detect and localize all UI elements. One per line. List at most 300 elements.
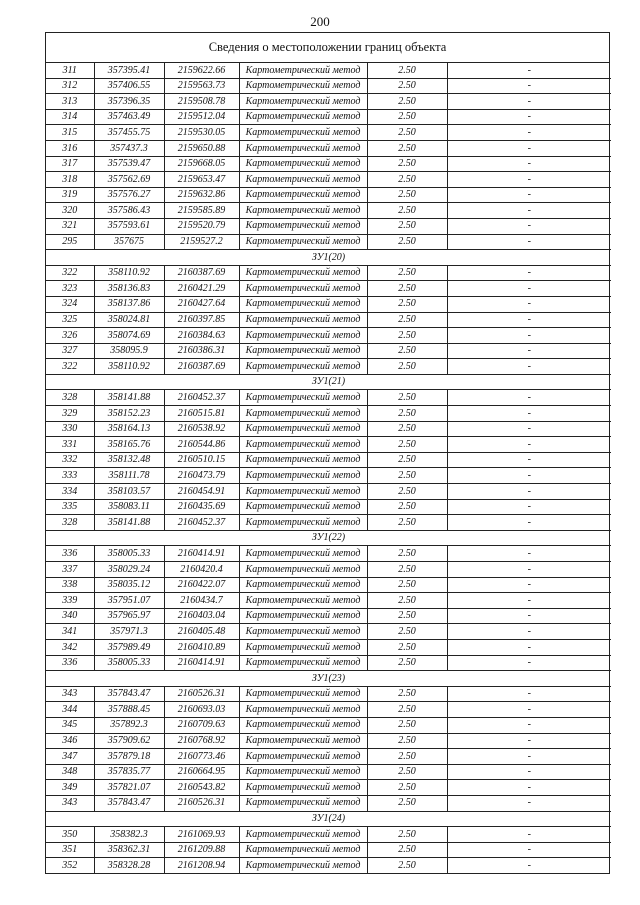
method-cell: Картометрический метод — [239, 562, 367, 578]
precision-cell: 2.50 — [367, 343, 447, 359]
point-number: 331 — [46, 437, 94, 453]
method-cell: Картометрический метод — [239, 842, 367, 858]
point-number: 352 — [46, 858, 94, 873]
coordinate-y: 2160709.63 — [164, 717, 239, 733]
table-row — [46, 546, 611, 562]
coordinate-y: 2160510.15 — [164, 452, 239, 468]
point-number: 311 — [46, 63, 94, 78]
method-cell: Картометрический метод — [239, 717, 367, 733]
table-row — [46, 187, 611, 203]
method-cell: Картометрический метод — [239, 733, 367, 749]
coordinate-y: 2160414.91 — [164, 655, 239, 671]
precision-cell: 2.50 — [367, 390, 447, 406]
point-number: 319 — [46, 187, 94, 203]
table-row — [46, 296, 611, 312]
coordinate-x: 357463.49 — [94, 109, 164, 125]
precision-cell: 2.50 — [367, 452, 447, 468]
note-cell: - — [447, 827, 611, 843]
note-cell: - — [447, 78, 611, 94]
coordinate-x: 357965.97 — [94, 608, 164, 624]
precision-cell: 2.50 — [367, 218, 447, 234]
table-row — [46, 109, 611, 125]
coordinate-y: 2160422.07 — [164, 577, 239, 593]
coordinate-y: 2160410.89 — [164, 639, 239, 655]
coordinate-x: 358095.9 — [94, 343, 164, 359]
coordinate-y: 2159653.47 — [164, 172, 239, 188]
coordinate-y: 2160427.64 — [164, 296, 239, 312]
coordinate-x: 357576.27 — [94, 187, 164, 203]
point-number: 343 — [46, 795, 94, 811]
coordinate-x: 357835.77 — [94, 764, 164, 780]
coordinate-y: 2160768.92 — [164, 733, 239, 749]
table-row — [46, 421, 611, 437]
coordinate-y: 2159508.78 — [164, 94, 239, 110]
group-header-row — [46, 671, 611, 687]
coordinate-y: 2161209.88 — [164, 842, 239, 858]
precision-cell: 2.50 — [367, 281, 447, 297]
precision-cell: 2.50 — [367, 577, 447, 593]
coordinate-y: 2161208.94 — [164, 858, 239, 873]
method-cell: Картометрический метод — [239, 78, 367, 94]
precision-cell: 2.50 — [367, 328, 447, 344]
coordinate-x: 357843.47 — [94, 686, 164, 702]
coordinate-x: 357821.07 — [94, 780, 164, 796]
precision-cell: 2.50 — [367, 717, 447, 733]
coordinate-x: 357593.61 — [94, 218, 164, 234]
method-cell: Картометрический метод — [239, 686, 367, 702]
table-row — [46, 359, 611, 375]
method-cell: Картометрический метод — [239, 343, 367, 359]
table-row — [46, 437, 611, 453]
precision-cell: 2.50 — [367, 437, 447, 453]
point-number: 334 — [46, 484, 94, 500]
coordinate-y: 2160414.91 — [164, 546, 239, 562]
coordinate-x: 358137.86 — [94, 296, 164, 312]
coordinate-y: 2160544.86 — [164, 437, 239, 453]
table-row — [46, 780, 611, 796]
coordinate-x: 358328.28 — [94, 858, 164, 873]
precision-cell: 2.50 — [367, 359, 447, 375]
point-number: 320 — [46, 203, 94, 219]
coordinate-y: 2161069.93 — [164, 827, 239, 843]
table-row — [46, 63, 611, 78]
coordinate-x: 357406.55 — [94, 78, 164, 94]
point-number: 338 — [46, 577, 94, 593]
coordinate-x: 358083.11 — [94, 499, 164, 515]
coordinate-y: 2160664.95 — [164, 764, 239, 780]
method-cell: Картометрический метод — [239, 328, 367, 344]
precision-cell: 2.50 — [367, 140, 447, 156]
point-number: 345 — [46, 717, 94, 733]
note-cell: - — [447, 281, 611, 297]
coordinate-y: 2159563.73 — [164, 78, 239, 94]
method-cell: Картометрический метод — [239, 94, 367, 110]
note-cell: - — [447, 94, 611, 110]
precision-cell: 2.50 — [367, 624, 447, 640]
point-number: 317 — [46, 156, 94, 172]
precision-cell: 2.50 — [367, 484, 447, 500]
point-number: 337 — [46, 562, 94, 578]
precision-cell: 2.50 — [367, 125, 447, 141]
method-cell: Картометрический метод — [239, 63, 367, 78]
table-row — [46, 406, 611, 422]
coordinate-x: 358165.76 — [94, 437, 164, 453]
note-cell: - — [447, 624, 611, 640]
note-cell: - — [447, 686, 611, 702]
group-label: ЗУ1(22) — [46, 530, 611, 546]
precision-cell: 2.50 — [367, 63, 447, 78]
coordinate-y: 2160473.79 — [164, 468, 239, 484]
table-row — [46, 624, 611, 640]
coordinate-y: 2160397.85 — [164, 312, 239, 328]
coordinate-x: 358035.12 — [94, 577, 164, 593]
precision-cell: 2.50 — [367, 109, 447, 125]
coordinates-table — [46, 63, 611, 873]
group-label: ЗУ1(24) — [46, 811, 611, 827]
coordinate-x: 357892.3 — [94, 717, 164, 733]
point-number: 342 — [46, 639, 94, 655]
coordinate-y: 2159622.66 — [164, 63, 239, 78]
note-cell: - — [447, 390, 611, 406]
coordinate-y: 2160454.91 — [164, 484, 239, 500]
point-number: 329 — [46, 406, 94, 422]
coordinate-y: 2160387.69 — [164, 265, 239, 281]
method-cell: Картометрический метод — [239, 406, 367, 422]
coordinate-x: 357455.75 — [94, 125, 164, 141]
method-cell: Картометрический метод — [239, 655, 367, 671]
coordinate-y: 2159530.05 — [164, 125, 239, 141]
method-cell: Картометрический метод — [239, 140, 367, 156]
precision-cell: 2.50 — [367, 234, 447, 250]
method-cell: Картометрический метод — [239, 795, 367, 811]
method-cell: Картометрический метод — [239, 515, 367, 531]
note-cell: - — [447, 468, 611, 484]
table-row — [46, 328, 611, 344]
method-cell: Картометрический метод — [239, 827, 367, 843]
point-number: 336 — [46, 546, 94, 562]
coordinate-x: 358005.33 — [94, 655, 164, 671]
table-row — [46, 78, 611, 94]
coordinate-x: 358110.92 — [94, 265, 164, 281]
coordinate-x: 357437.3 — [94, 140, 164, 156]
method-cell: Картометрический метод — [239, 296, 367, 312]
method-cell: Картометрический метод — [239, 218, 367, 234]
coordinate-y: 2160387.69 — [164, 359, 239, 375]
coordinate-x: 358382.3 — [94, 827, 164, 843]
table-row — [46, 203, 611, 219]
point-number: 347 — [46, 749, 94, 765]
note-cell: - — [447, 639, 611, 655]
group-header-row — [46, 250, 611, 266]
note-cell: - — [447, 265, 611, 281]
coordinate-y: 2159650.88 — [164, 140, 239, 156]
coordinate-x: 358141.88 — [94, 515, 164, 531]
method-cell: Картометрический метод — [239, 858, 367, 873]
precision-cell: 2.50 — [367, 795, 447, 811]
note-cell: - — [447, 764, 611, 780]
precision-cell: 2.50 — [367, 265, 447, 281]
point-number: 327 — [46, 343, 94, 359]
note-cell: - — [447, 328, 611, 344]
method-cell: Картометрический метод — [239, 749, 367, 765]
point-number: 344 — [46, 702, 94, 718]
precision-cell: 2.50 — [367, 187, 447, 203]
table-row — [46, 608, 611, 624]
coordinate-x: 358005.33 — [94, 546, 164, 562]
precision-cell: 2.50 — [367, 842, 447, 858]
table-row — [46, 842, 611, 858]
group-header-row — [46, 374, 611, 390]
coordinate-x: 358074.69 — [94, 328, 164, 344]
precision-cell: 2.50 — [367, 827, 447, 843]
table-row — [46, 312, 611, 328]
coordinate-x: 357396.35 — [94, 94, 164, 110]
note-cell: - — [447, 187, 611, 203]
coordinate-x: 358132.48 — [94, 452, 164, 468]
method-cell: Картометрический метод — [239, 312, 367, 328]
note-cell: - — [447, 577, 611, 593]
table-row — [46, 140, 611, 156]
coordinate-y: 2160403.04 — [164, 608, 239, 624]
method-cell: Картометрический метод — [239, 109, 367, 125]
note-cell: - — [447, 140, 611, 156]
precision-cell: 2.50 — [367, 686, 447, 702]
coordinate-x: 358152.23 — [94, 406, 164, 422]
coordinate-y: 2160386.31 — [164, 343, 239, 359]
table-row — [46, 858, 611, 873]
method-cell: Картометрический метод — [239, 624, 367, 640]
point-number: 325 — [46, 312, 94, 328]
point-number: 321 — [46, 218, 94, 234]
precision-cell: 2.50 — [367, 562, 447, 578]
coordinate-y: 2160538.92 — [164, 421, 239, 437]
precision-cell: 2.50 — [367, 593, 447, 609]
coordinate-y: 2159512.04 — [164, 109, 239, 125]
coordinate-y: 2160452.37 — [164, 390, 239, 406]
coordinate-x: 358103.57 — [94, 484, 164, 500]
coordinate-x: 358111.78 — [94, 468, 164, 484]
coordinate-x: 357971.3 — [94, 624, 164, 640]
coordinate-x: 357562.69 — [94, 172, 164, 188]
point-number: 324 — [46, 296, 94, 312]
method-cell: Картометрический метод — [239, 593, 367, 609]
method-cell: Картометрический метод — [239, 484, 367, 500]
table-row — [46, 234, 611, 250]
table-row — [46, 733, 611, 749]
point-number: 332 — [46, 452, 94, 468]
coordinate-y: 2160526.31 — [164, 795, 239, 811]
method-cell: Картометрический метод — [239, 452, 367, 468]
note-cell: - — [447, 733, 611, 749]
table-row — [46, 515, 611, 531]
coordinate-x: 358029.24 — [94, 562, 164, 578]
point-number: 295 — [46, 234, 94, 250]
point-number: 339 — [46, 593, 94, 609]
method-cell: Картометрический метод — [239, 764, 367, 780]
precision-cell: 2.50 — [367, 764, 447, 780]
point-number: 312 — [46, 78, 94, 94]
point-number: 340 — [46, 608, 94, 624]
method-cell: Картометрический метод — [239, 156, 367, 172]
precision-cell: 2.50 — [367, 546, 447, 562]
table-title: Сведения о местоположении границ объекта — [46, 33, 609, 63]
point-number: 322 — [46, 359, 94, 375]
method-cell: Картометрический метод — [239, 281, 367, 297]
precision-cell: 2.50 — [367, 608, 447, 624]
note-cell: - — [447, 156, 611, 172]
table-row — [46, 702, 611, 718]
precision-cell: 2.50 — [367, 421, 447, 437]
boundary-table-sheet — [45, 32, 610, 874]
precision-cell: 2.50 — [367, 499, 447, 515]
table-row — [46, 156, 611, 172]
method-cell: Картометрический метод — [239, 359, 367, 375]
precision-cell: 2.50 — [367, 203, 447, 219]
note-cell: - — [447, 562, 611, 578]
note-cell: - — [447, 421, 611, 437]
coordinate-y: 2159520.79 — [164, 218, 239, 234]
coordinate-y: 2159668.05 — [164, 156, 239, 172]
precision-cell: 2.50 — [367, 749, 447, 765]
table-row — [46, 577, 611, 593]
table-row — [46, 484, 611, 500]
note-cell: - — [447, 359, 611, 375]
table-row — [46, 499, 611, 515]
point-number: 314 — [46, 109, 94, 125]
group-label: ЗУ1(21) — [46, 374, 611, 390]
point-number: 322 — [46, 265, 94, 281]
coordinate-x: 357989.49 — [94, 639, 164, 655]
coordinate-x: 357951.07 — [94, 593, 164, 609]
note-cell: - — [447, 484, 611, 500]
precision-cell: 2.50 — [367, 655, 447, 671]
method-cell: Картометрический метод — [239, 390, 367, 406]
precision-cell: 2.50 — [367, 156, 447, 172]
table-row — [46, 468, 611, 484]
point-number: 326 — [46, 328, 94, 344]
point-number: 328 — [46, 515, 94, 531]
coordinate-x: 357675 — [94, 234, 164, 250]
precision-cell: 2.50 — [367, 702, 447, 718]
point-number: 315 — [46, 125, 94, 141]
coordinate-x: 357539.47 — [94, 156, 164, 172]
coordinate-x: 357909.62 — [94, 733, 164, 749]
page-number: 200 — [310, 14, 330, 29]
table-row — [46, 562, 611, 578]
note-cell: - — [447, 452, 611, 468]
table-row — [46, 265, 611, 281]
note-cell: - — [447, 515, 611, 531]
precision-cell: 2.50 — [367, 515, 447, 531]
coordinate-y: 2160421.29 — [164, 281, 239, 297]
precision-cell: 2.50 — [367, 312, 447, 328]
table-row — [46, 94, 611, 110]
precision-cell: 2.50 — [367, 406, 447, 422]
coordinate-y: 2160434.7 — [164, 593, 239, 609]
coordinate-x: 357586.43 — [94, 203, 164, 219]
method-cell: Картометрический метод — [239, 203, 367, 219]
method-cell: Картометрический метод — [239, 172, 367, 188]
method-cell: Картометрический метод — [239, 437, 367, 453]
note-cell: - — [447, 702, 611, 718]
coordinate-y: 2160543.82 — [164, 780, 239, 796]
note-cell: - — [447, 842, 611, 858]
coordinate-x: 358136.83 — [94, 281, 164, 297]
method-cell: Картометрический метод — [239, 234, 367, 250]
note-cell: - — [447, 780, 611, 796]
coordinate-y: 2160515.81 — [164, 406, 239, 422]
coordinate-y: 2160452.37 — [164, 515, 239, 531]
method-cell: Картометрический метод — [239, 546, 367, 562]
precision-cell: 2.50 — [367, 858, 447, 873]
coordinate-y: 2160384.63 — [164, 328, 239, 344]
point-number: 348 — [46, 764, 94, 780]
note-cell: - — [447, 109, 611, 125]
group-label: ЗУ1(23) — [46, 671, 611, 687]
method-cell: Картометрический метод — [239, 780, 367, 796]
method-cell: Картометрический метод — [239, 187, 367, 203]
coordinate-x: 357395.41 — [94, 63, 164, 78]
table-row — [46, 281, 611, 297]
table-row — [46, 218, 611, 234]
note-cell: - — [447, 593, 611, 609]
table-row — [46, 452, 611, 468]
method-cell: Картометрический метод — [239, 702, 367, 718]
coordinate-y: 2159632.86 — [164, 187, 239, 203]
point-number: 350 — [46, 827, 94, 843]
table-row — [46, 749, 611, 765]
note-cell: - — [447, 546, 611, 562]
coordinate-y: 2160526.31 — [164, 686, 239, 702]
table-row — [46, 343, 611, 359]
coordinate-y: 2160693.03 — [164, 702, 239, 718]
note-cell: - — [447, 203, 611, 219]
note-cell: - — [447, 343, 611, 359]
note-cell: - — [447, 406, 611, 422]
method-cell: Картометрический метод — [239, 468, 367, 484]
coordinate-y: 2160405.48 — [164, 624, 239, 640]
point-number: 333 — [46, 468, 94, 484]
table-row — [46, 686, 611, 702]
coordinate-x: 358141.88 — [94, 390, 164, 406]
table-row — [46, 764, 611, 780]
precision-cell: 2.50 — [367, 172, 447, 188]
table-row — [46, 593, 611, 609]
precision-cell: 2.50 — [367, 780, 447, 796]
coordinate-y: 2160420.4 — [164, 562, 239, 578]
note-cell: - — [447, 296, 611, 312]
note-cell: - — [447, 437, 611, 453]
precision-cell: 2.50 — [367, 733, 447, 749]
method-cell: Картометрический метод — [239, 265, 367, 281]
table-row — [46, 827, 611, 843]
table-row — [46, 125, 611, 141]
method-cell: Картометрический метод — [239, 125, 367, 141]
method-cell: Картометрический метод — [239, 499, 367, 515]
table-row — [46, 172, 611, 188]
precision-cell: 2.50 — [367, 78, 447, 94]
point-number: 346 — [46, 733, 94, 749]
point-number: 323 — [46, 281, 94, 297]
coordinate-x: 358110.92 — [94, 359, 164, 375]
note-cell: - — [447, 655, 611, 671]
note-cell: - — [447, 125, 611, 141]
coordinate-x: 357843.47 — [94, 795, 164, 811]
group-header-row — [46, 811, 611, 827]
method-cell: Картометрический метод — [239, 421, 367, 437]
table-row — [46, 390, 611, 406]
point-number: 336 — [46, 655, 94, 671]
